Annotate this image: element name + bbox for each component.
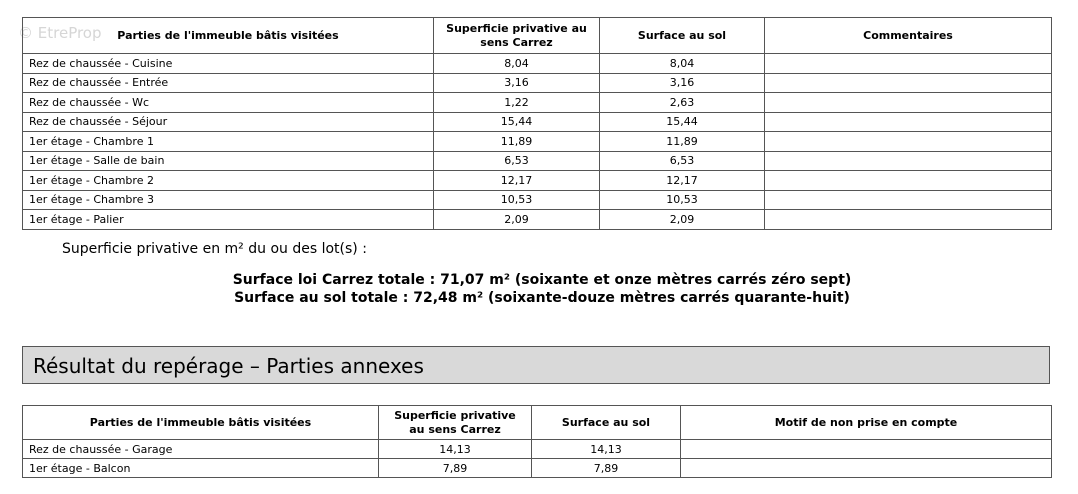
cell-part: 1er étage - Balcon <box>23 459 379 478</box>
cell-motif <box>681 459 1052 478</box>
cell-part: Rez de chaussée - Entrée <box>23 73 434 93</box>
annex-surfaces-table <box>22 405 1052 478</box>
table-row <box>23 190 1052 210</box>
cell-comment <box>765 132 1052 152</box>
cell-part: 1er étage - Chambre 2 <box>23 171 434 191</box>
cell-carrez: 3,16 <box>434 73 600 93</box>
table-row <box>23 151 1052 171</box>
cell-sol: 7,89 <box>532 459 681 478</box>
column-header-motif: Motif de non prise en compte <box>681 406 1052 440</box>
cell-comment <box>765 190 1052 210</box>
cell-part: Rez de chaussée - Wc <box>23 93 434 113</box>
cell-sol: 2,63 <box>600 93 765 113</box>
watermark-text: © EtreProp <box>18 24 102 42</box>
column-header-carrez: Superficie privative au sens Carrez <box>379 406 532 440</box>
cell-part: 1er étage - Salle de bain <box>23 151 434 171</box>
cell-comment <box>765 73 1052 93</box>
table-row <box>23 132 1052 152</box>
table-header-row <box>23 18 1052 54</box>
cell-sol: 12,17 <box>600 171 765 191</box>
column-header-parts: Parties de l'immeuble bâtis visitées <box>23 406 379 440</box>
cell-carrez: 8,04 <box>434 54 600 74</box>
cell-sol: 6,53 <box>600 151 765 171</box>
cell-carrez: 11,89 <box>434 132 600 152</box>
cell-part: Rez de chaussée - Séjour <box>23 112 434 132</box>
column-header-sol: Surface au sol <box>532 406 681 440</box>
cell-carrez: 7,89 <box>379 459 532 478</box>
cell-part: 1er étage - Chambre 1 <box>23 132 434 152</box>
cell-motif <box>681 440 1052 459</box>
table-header-row <box>23 406 1052 440</box>
cell-sol: 14,13 <box>532 440 681 459</box>
cell-carrez: 10,53 <box>434 190 600 210</box>
cell-part: Rez de chaussée - Garage <box>23 440 379 459</box>
cell-part: 1er étage - Chambre 3 <box>23 190 434 210</box>
table-body <box>23 54 1052 230</box>
cell-carrez: 15,44 <box>434 112 600 132</box>
sol-total: Surface au sol totale : 72,48 m² (soixante-douze mètres carrés quarante-huit) <box>234 290 850 306</box>
table-row <box>23 54 1052 74</box>
column-header-parts: Parties de l'immeuble bâtis visitées <box>23 18 434 54</box>
section-title-annexes: Résultat du repérage – Parties annexes <box>22 346 1050 384</box>
table-row <box>23 73 1052 93</box>
cell-part: 1er étage - Palier <box>23 210 434 230</box>
cell-carrez: 2,09 <box>434 210 600 230</box>
cell-sol: 8,04 <box>600 54 765 74</box>
cell-carrez: 1,22 <box>434 93 600 113</box>
cell-comment <box>765 151 1052 171</box>
table-row <box>23 440 1052 459</box>
table-row <box>23 171 1052 191</box>
cell-part: Rez de chaussée - Cuisine <box>23 54 434 74</box>
cell-comment <box>765 93 1052 113</box>
cell-carrez: 6,53 <box>434 151 600 171</box>
table-row <box>23 459 1052 478</box>
cell-comment <box>765 54 1052 74</box>
cell-sol: 3,16 <box>600 73 765 93</box>
table-row <box>23 112 1052 132</box>
cell-sol: 2,09 <box>600 210 765 230</box>
table-body <box>23 440 1052 478</box>
column-header-comments: Commentaires <box>765 18 1052 54</box>
table-row <box>23 210 1052 230</box>
cell-sol: 11,89 <box>600 132 765 152</box>
cell-carrez: 14,13 <box>379 440 532 459</box>
cell-comment <box>765 112 1052 132</box>
cell-carrez: 12,17 <box>434 171 600 191</box>
table-row <box>23 93 1052 113</box>
summary-intro: Superficie privative en m² du ou des lot(s) : <box>62 241 367 257</box>
cell-comment <box>765 210 1052 230</box>
cell-comment <box>765 171 1052 191</box>
cell-sol: 10,53 <box>600 190 765 210</box>
column-header-sol: Surface au sol <box>600 18 765 54</box>
carrez-total: Surface loi Carrez totale : 71,07 m² (soixante et onze mètres carrés zéro sept) <box>232 272 852 288</box>
cell-sol: 15,44 <box>600 112 765 132</box>
main-surfaces-table <box>22 17 1052 230</box>
column-header-carrez: Superficie privative au sens Carrez <box>434 18 600 54</box>
